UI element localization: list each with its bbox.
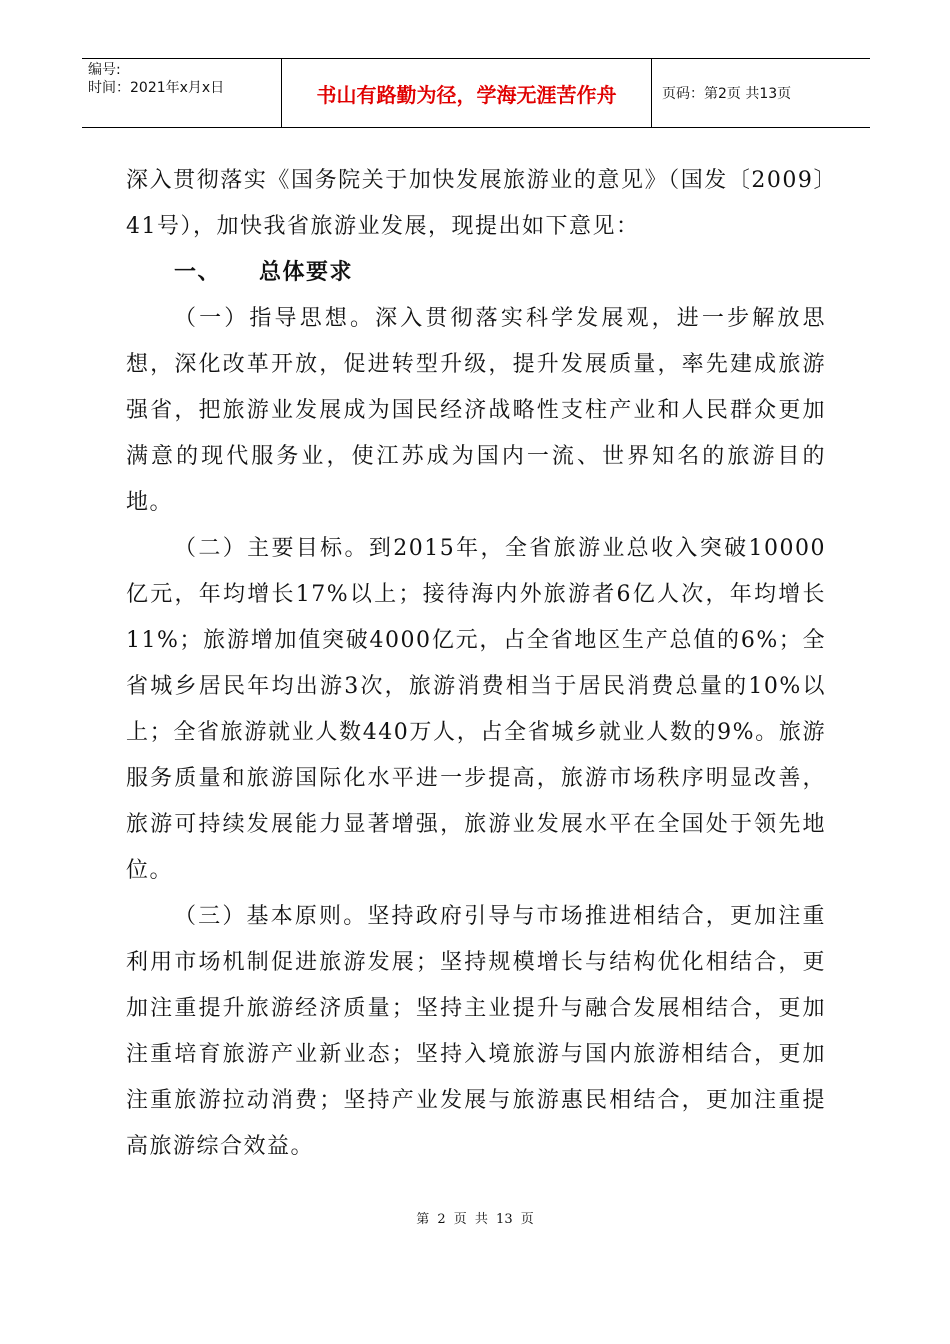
page-header (82, 58, 870, 128)
header-motto: 书山有路勤为径，学海无涯苦作舟 (282, 59, 652, 127)
guiding-thought-paragraph: （一）指导思想。深入贯彻落实科学发展观，进一步解放思想，深化改革开放，促进转型升级，提升发展质量，率先建成旅游强省，把旅游业发展成为国民经济战略性支柱产业和人民群众更加满意的现代服务业，使江苏成为国内一流、世界知名的旅游目的地。 (126, 306, 826, 515)
section-number: 一、 (174, 260, 222, 285)
section-title: 总体要求 (259, 260, 354, 285)
basic-principles-paragraph: （三）基本原则。坚持政府引导与市场推进相结合，更加注重利用市场机制促进旅游发展；坚持规模增长与结构优化相结合，更加注重提升旅游经济质量；坚持主业提升与融合发展相结合，更加注重培育旅游产业新业态；坚持入境旅游与国内旅游相结合，更加注重旅游拉动消费；坚持产业发展与旅游惠民相结合，更加注重提高旅游综合效益。 (126, 904, 826, 1159)
page-footer: 第 2 页 共 13 页 (416, 1212, 534, 1227)
document-body (126, 158, 826, 1170)
main-goals-paragraph: （二）主要目标。到2015年，全省旅游业总收入突破10000亿元，年均增长17%以上；接待海内外旅游者6亿人次，年均增长11%；旅游增加值突破4000亿元，占全省地区生产总值的6%；全省城乡居民年均出游3次，旅游消费相当于居民消费总量的10%以上；全省旅游就业人数440万人，占全省城乡就业人数的9%。旅游服务质量和旅游国际化水平进一步提高，旅游市场秩序明显改善，旅游可持续发展能力显著增强，旅游业发展水平在全国处于领先地位。 (126, 536, 826, 883)
header-page-info: 页码：第2页 共13页 (662, 86, 792, 102)
header-meta (82, 59, 282, 127)
section-heading (126, 250, 826, 296)
time-label: 时间：2021年x月x日 (88, 80, 225, 96)
intro-paragraph: 深入贯彻落实《国务院关于加快发展旅游业的意见》（国发〔2009〕41号），加快我省旅游业发展，现提出如下意见： (126, 168, 826, 239)
serial-label: 编号: (88, 62, 121, 78)
